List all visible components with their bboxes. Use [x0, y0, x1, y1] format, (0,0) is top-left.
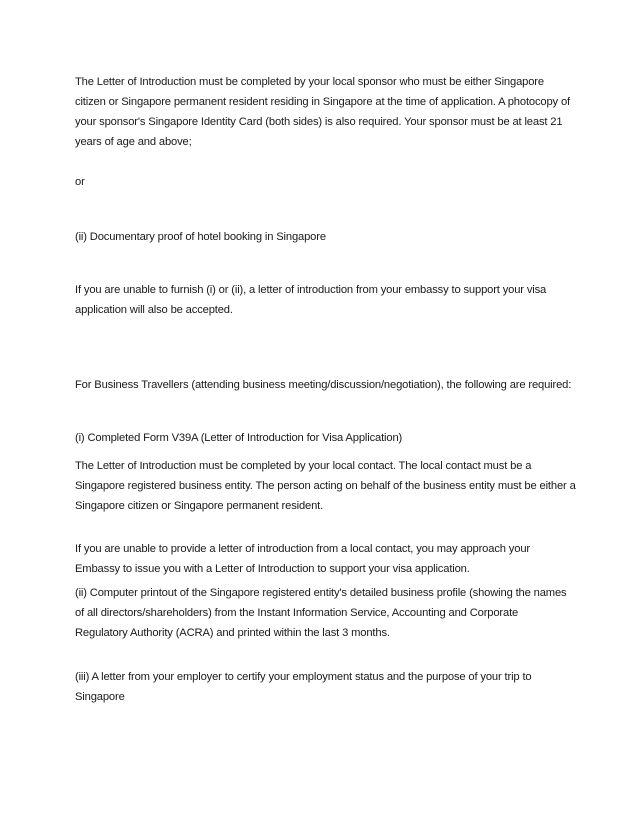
- text-line: The Letter of Introduction must be completed by your local sponsor who must be either Singapore: [75, 76, 544, 88]
- text-line: application will also be accepted.: [75, 304, 233, 316]
- text-line: (i) Completed Form V39A (Letter of Introduction for Visa Application): [75, 432, 403, 444]
- paragraph-business-travellers-heading: [75, 375, 575, 395]
- text-line: If you are unable to provide a letter of introduction from a local contact, you may approach your: [75, 543, 530, 555]
- paragraph-hotel-booking: [75, 227, 575, 247]
- text-line: Embassy to issue you with a Letter of Introduction to support your visa application.: [75, 563, 470, 575]
- text-line: of all directors/shareholders) from the Instant Information Service, Accounting and Corporate: [75, 607, 519, 619]
- paragraph-form-v39a: [75, 428, 575, 448]
- paragraph-acra-printout: [75, 583, 575, 643]
- text-line: citizen or Singapore permanent resident residing in Singapore at the time of application. A photocopy of: [75, 96, 570, 108]
- text-line: (iii) A letter from your employer to certify your employment status and the purpose of your trip to: [75, 671, 532, 683]
- text-line: Singapore citizen or Singapore permanent resident.: [75, 500, 324, 512]
- paragraph-sponsor-requirement: [75, 72, 575, 152]
- text-line: Singapore: [75, 691, 125, 703]
- text-line: Singapore registered business entity. The person acting on behalf of the business entity must be either a: [75, 480, 576, 492]
- paragraph-embassy-approach: [75, 539, 575, 579]
- text-line: or: [75, 176, 85, 188]
- text-line: (ii) Documentary proof of hotel booking in Singapore: [75, 231, 326, 243]
- text-line: years of age and above;: [75, 136, 192, 148]
- paragraph-embassy-letter-alternative: [75, 280, 575, 320]
- paragraph-local-contact-requirement: [75, 456, 575, 516]
- paragraph-or: [75, 172, 575, 192]
- text-line: Regulatory Authority (ACRA) and printed within the last 3 months.: [75, 627, 390, 639]
- text-line: For Business Travellers (attending business meeting/discussion/negotiation), the following are required:: [75, 379, 572, 391]
- text-line: If you are unable to furnish (i) or (ii), a letter of introduction from your embassy to support your visa: [75, 284, 547, 296]
- paragraph-employer-letter: [75, 667, 575, 707]
- text-line: your sponsor's Singapore Identity Card (both sides) is also required. Your sponsor must be at least 21: [75, 116, 563, 128]
- text-line: (ii) Computer printout of the Singapore registered entity's detailed business profile (showing the names: [75, 587, 567, 599]
- text-line: The Letter of Introduction must be completed by your local contact. The local contact must be a: [75, 460, 532, 472]
